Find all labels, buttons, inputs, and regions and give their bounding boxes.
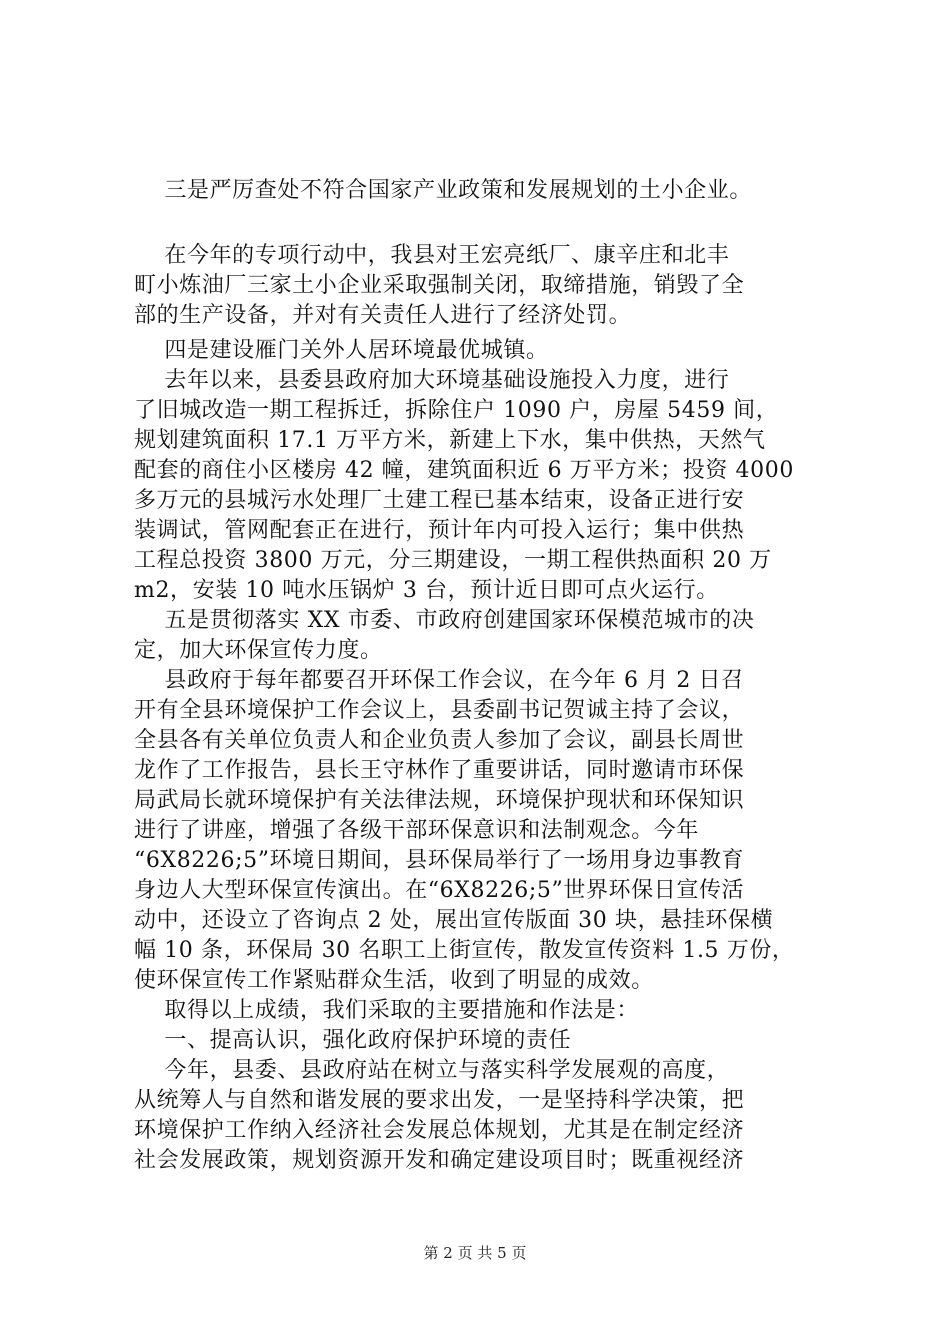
text-line: 多万元的县城污水处理厂土建工程已基本结束，设备正进行安 — [134, 488, 745, 513]
text-line: 龙作了工作报告，县长王守林作了重要讲话，同时邀请市环保 — [134, 758, 745, 783]
text-line: 部的生产设备，并对有关责任人进行了经济处罚。 — [134, 303, 632, 328]
text-line: 装调试，管网配套正在进行，预计年内可投入运行；集中供热 — [134, 518, 745, 543]
text-line: 规划建筑面积 17.1 万平方米，新建上下水，集中供热，天然气 — [134, 428, 766, 453]
text-line: 全县各有关单位负责人和企业负责人参加了会议，副县长周世 — [134, 728, 745, 753]
text-line: 县政府于每年都要召开环保工作会议，在今年 6 月 2 日召 — [134, 668, 744, 693]
text-line: 配套的商住小区楼房 42 幢，建筑面积近 6 万平方米；投资 4000 — [134, 458, 794, 483]
text-line: 去年以来，县委县政府加大环境基础设施投入力度，进行 — [134, 368, 730, 393]
text-line: 身边人大型环保宣传演出。在“6X8226;5”世界环保日宣传活 — [134, 878, 745, 903]
text-line: 三是严厉查处不符合国家产业政策和发展规划的土小企业。 — [134, 178, 752, 203]
text-line: 幅 10 条，环保局 30 名职工上街宣传，散发宣传资料 1.5 万份， — [134, 938, 795, 963]
text-line: 了旧城改造一期工程拆迁，拆除住户 1090 户，房屋 5459 间， — [134, 398, 779, 423]
text-line: 开有全县环境保护工作会议上，县委副书记贺诚主持了会议， — [134, 698, 745, 723]
page-footer: 第 2 页 共 5 页 — [423, 1244, 527, 1262]
text-line: 局武局长就环境保护有关法律法规，环境保护现状和环保知识 — [134, 788, 745, 813]
text-line: 一、提高认识，强化政府保护环境的责任 — [134, 1028, 572, 1053]
text-line: 环境保护工作纳入经济社会发展总体规划，尤其是在制定经济 — [134, 1118, 745, 1143]
text-line: 町小炼油厂三家土小企业采取强制关闭，取缔措施，销毁了全 — [134, 273, 745, 298]
text-line: 从统筹人与自然和谐发展的要求出发，一是坚持科学决策，把 — [134, 1088, 745, 1113]
text-line: 四是建设雁门关外人居环境最优城镇。 — [134, 338, 549, 363]
text-line: m2，安装 10 吨水压锅炉 3 台，预计近日即可点火运行。 — [134, 578, 719, 603]
text-line: 定，加大环保宣传力度。 — [134, 638, 383, 663]
text-line: “6X8226;5”环境日期间，县环保局举行了一场用身边事教育 — [134, 848, 745, 873]
text-line: 社会发展政策，规划资源开发和确定建设项目时；既重视经济 — [134, 1148, 745, 1173]
text-line: 工程总投资 3800 万元，分三期建设，一期工程供热面积 20 万 — [134, 548, 772, 573]
text-line: 在今年的专项行动中，我县对王宏亮纸厂、康辛庄和北丰 — [134, 243, 730, 268]
text-line: 进行了讲座，增强了各级干部环保意识和法制观念。今年 — [134, 818, 700, 843]
text-line: 五是贯彻落实 XX 市委、市政府创建国家环保模范城市的决 — [134, 608, 755, 633]
text-line: 取得以上成绩，我们采取的主要措施和作法是： — [134, 998, 639, 1023]
text-line: 使环保宣传工作紧贴群众生活，收到了明显的成效。 — [134, 968, 654, 993]
text-line: 今年，县委、县政府站在树立与落实科学发展观的高度， — [134, 1058, 730, 1083]
text-line: 动中，还设立了咨询点 2 处，展出宣传版面 30 块，悬挂环保横 — [134, 908, 774, 933]
